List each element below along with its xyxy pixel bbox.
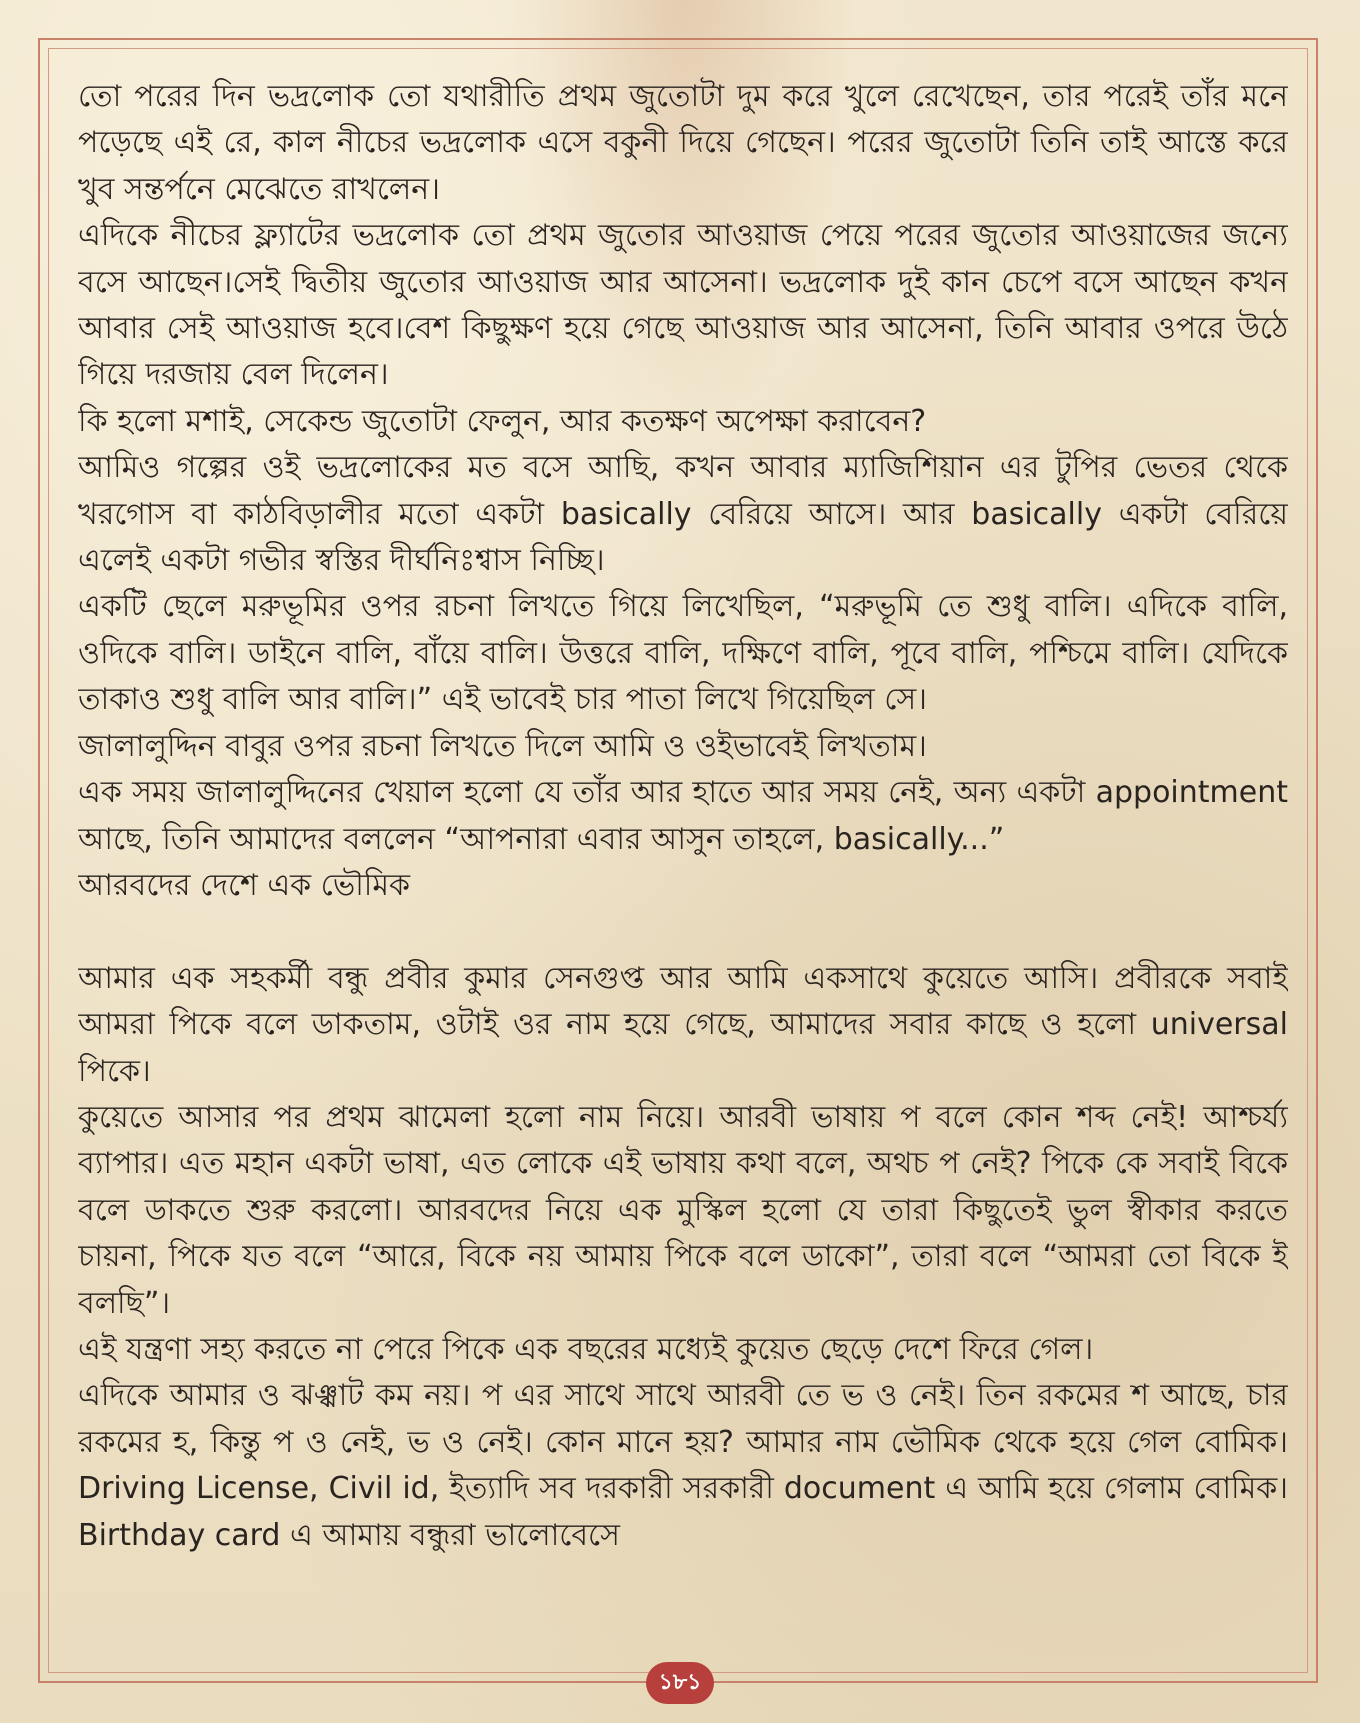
body-text [78, 74, 1288, 1644]
paragraph: এক সময় জালালুদ্দিনের খেয়াল হলো যে তাঁর আর হাতে আর সময় নেই, অন্য একটা appointment আছে, তিনি আমাদের বললেন “আপনারা এবার আসুন তাহলে, basically...” [78, 775, 1288, 857]
paragraph: একটি ছেলে মরুভূমির ওপর রচনা লিখতে গিয়ে লিখেছিল, “মরুভূমি তে শুধু বালি। এদিকে বালি, ওদিকে বালি। ডাইনে বালি, বাঁয়ে বালি। উত্তরে বালি, দক্ষিণে বালি, পূবে বালি, পশ্চিমে বালি। যেদিকে তাকাও শুধু বালি আর বালি।” এই ভাবেই চার পাতা লিখে গিয়েছিল সে। [78, 589, 1288, 718]
paragraph: এদিকে নীচের ফ্ল্যাটের ভদ্রলোক তো প্রথম জুতোর আওয়াজ পেয়ে পরের জুতোর আওয়াজের জন্যে বসে আছেন।সেই দ্বিতীয় জুতোর আওয়াজ আর আসেনা। ভদ্রলোক দুই কান চেপে বসে আছেন কখন আবার সেই আওয়াজ হবে।বেশ কিছুক্ষণ হয়ে গেছে আওয়াজ আর আসেনা, তিনি আবার ওপরে উঠে গিয়ে দরজায় বেল দিলেন। [78, 218, 1288, 393]
paragraph: আমার এক সহকর্মী বন্ধু প্রবীর কুমার সেনগুপ্ত আর আমি একসাথে কুয়েতে আসি। প্রবীরকে সবাই আমরা পিকে বলে ডাকতাম, ওটাই ওর নাম হয়ে গেছে, আমাদের সবার কাছে ও হলো universal পিকে। [78, 960, 1288, 1089]
paragraph: জালালুদ্দিন বাবুর ওপর রচনা লিখতে দিলে আমি ও ওইভাবেই লিখতাম। [78, 728, 927, 764]
paragraph: কুয়েতে আসার পর প্রথম ঝামেলা হলো নাম নিয়ে। আরবী ভাষায় প বলে কোন শব্দ নেই! আশ্চর্য্য ব্যাপার। এত মহান একটা ভাষা, এত লোকে এই ভাষায় কথা বলে, অথচ প নেই? পিকে কে সবাই বিকে বলে ডাকতে শুরু করলো। আরবদের নিয়ে এক মুস্কিল হলো যে তারা কিছুতেই ভুল স্বীকার করতে চায়না, পিকে যত বলে “আরে, বিকে নয় আমায় পিকে বলে ডাকো”, তারা বলে “আমরা তো বিকে ই বলছি”। [78, 1099, 1288, 1321]
paragraph: আমিও গল্পের ওই ভদ্রলোকের মত বসে আছি, কখন আবার ম্যাজিশিয়ান এর টুপির ভেতর থেকে খরগোস বা কাঠবিড়ালীর মতো একটা basically বেরিয়ে আসে। আর basically একটা বেরিয়ে এলেই একটা গভীর স্বস্তির দীর্ঘনিঃশ্বাস নিচ্ছি। [78, 450, 1288, 579]
paragraph: এদিকে আমার ও ঝঞ্ঝাট কম নয়। প এর সাথে সাথে আরবী তে ভ ও নেই। তিন রকমের শ আছে, চার রকমের হ, কিন্তু প ও নেই, ভ ও নেই। কোন মানে হয়? আমার নাম ভৌমিক থেকে হয়ে গেল বোমিক। Driving License, Civil id, ইত্যাদি সব দরকারী সরকারী document এ আমি হয়ে গেলাম বোমিক। Birthday card এ আমায় বন্ধুরা ভালোবেসে [78, 1378, 1288, 1553]
paragraph: এই যন্ত্রণা সহ্য করতে না পেরে পিকে এক বছরের মধ্যেই কুয়েত ছেড়ে দেশে ফিরে গেল। [78, 1331, 1094, 1367]
paragraph: কি হলো মশাই, সেকেন্ড জুতোটা ফেলুন, আর কতক্ষণ অপেক্ষা করাবেন? [78, 403, 927, 439]
paragraph: তো পরের দিন ভদ্রলোক তো যথারীতি প্রথম জুতোটা দুম করে খুলে রেখেছেন, তার পরেই তাঁর মনে পড়েছে এই রে, কাল নীচের ভদ্রলোক এসে বকুনী দিয়ে গেছেন। পরের জুতোটা তিনি তাই আস্তে করে খুব সন্তর্পনে মেঝেতে রাখলেন। [78, 79, 1288, 207]
section-title: আরবদের দেশে এক ভৌমিক [78, 867, 411, 903]
page-number-badge: ১৮১ [646, 1662, 714, 1704]
blank-line [78, 909, 1288, 955]
